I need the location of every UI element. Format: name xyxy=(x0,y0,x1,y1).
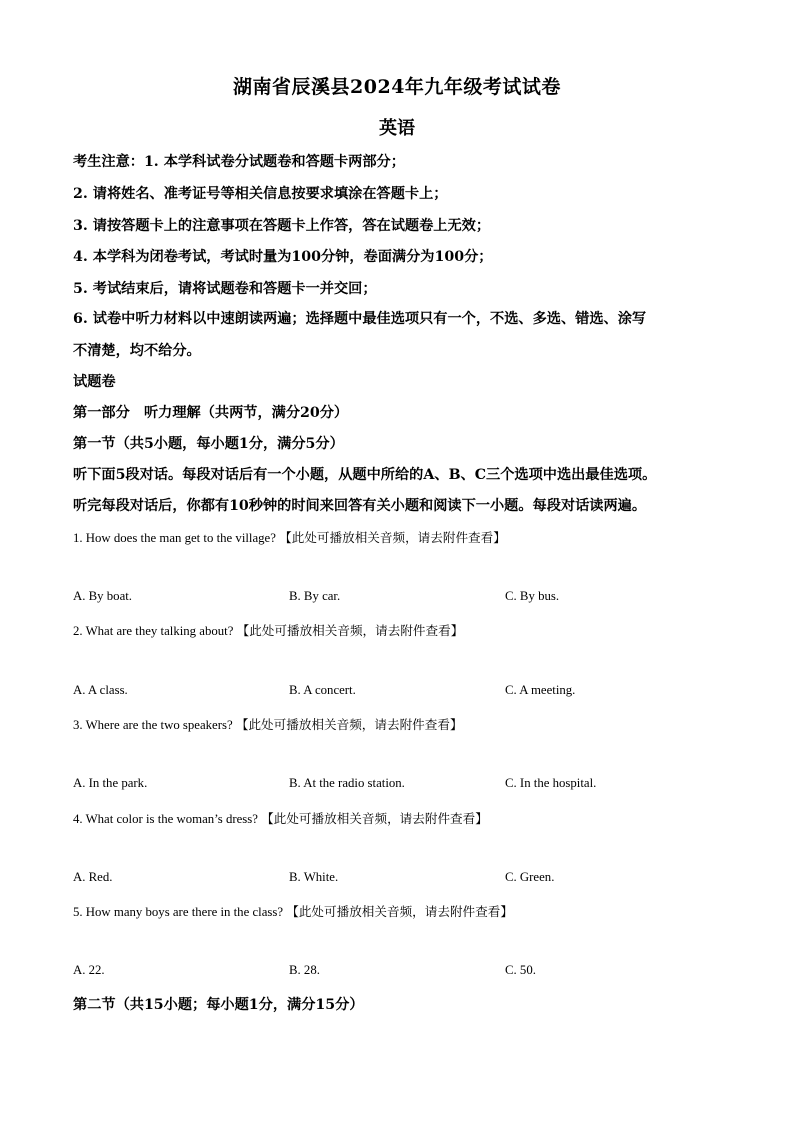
question-text: 1. How does the man get to the village? xyxy=(73,531,276,545)
option-a: A. By boat. xyxy=(73,589,133,603)
option-b: B. At the radio station. xyxy=(289,776,405,790)
audio-note-link[interactable]: 【此处可播放相关音频，请去附件查看】 xyxy=(261,811,488,826)
notice-line: 6. 试卷中听力材料以中速朗读两遍；选择题中最佳选项只有一个，不选、多选、错选、涂写 xyxy=(73,311,647,327)
question-text: 2. What are they talking about? xyxy=(73,624,234,638)
option-b: B. 28. xyxy=(289,963,320,977)
notice-line: 4. 本学科为闭卷考试，考试时量为100分钟，卷面满分为100分； xyxy=(73,249,493,265)
section2-heading: 第二节（共15小题；每小题1分，满分15分） xyxy=(73,997,364,1013)
option-a: A. A class. xyxy=(73,683,128,697)
audio-note-link[interactable]: 【此处可播放相关音频，请去附件查看】 xyxy=(236,623,464,638)
notice-line: 3. 请按答题卡上的注意事项在答题卡上作答，答在试题卷上无效； xyxy=(73,218,491,234)
exam-title: 湖南省辰溪县2024年九年级考试试卷 xyxy=(233,76,561,98)
option-c: C. A meeting. xyxy=(505,683,576,697)
section1-instruction: 听下面5段对话。每段对话后有一个小题，从题中所给的A、B、C三个选项中选出最佳选项。 xyxy=(73,467,657,483)
audio-note-link[interactable]: 【此处可播放相关音频，请去附件查看】 xyxy=(279,530,506,545)
question-1 xyxy=(73,527,506,546)
question-2 xyxy=(73,620,463,639)
option-c: C. In the hospital. xyxy=(505,776,597,790)
paper-label: 试题卷 xyxy=(73,374,116,390)
option-a: A. Red. xyxy=(73,870,113,884)
audio-note-link[interactable]: 【此处可播放相关音频，请去附件查看】 xyxy=(235,717,463,732)
option-b: B. A concert. xyxy=(289,683,356,697)
option-a: A. 22. xyxy=(73,963,105,977)
part1-heading: 第一部分 听力理解（共两节，满分20分） xyxy=(73,405,349,421)
question-5 xyxy=(73,901,513,920)
notice-line: 不清楚，均不给分。 xyxy=(73,343,201,359)
question-text: 3. Where are the two speakers? xyxy=(73,718,233,732)
section1-heading: 第一节（共5小题，每小题1分，满分5分） xyxy=(73,436,344,452)
question-text: 4. What color is the woman’s dress? xyxy=(73,812,258,826)
notice-line: 5. 考试结束后，请将试题卷和答题卡一并交回； xyxy=(73,281,377,297)
option-c: C. By bus. xyxy=(505,589,560,603)
question-4 xyxy=(73,808,488,827)
section1-instruction: 听完每段对话后，你都有10秒钟的时间来回答有关小题和阅读下一小题。每段对话读两遍。 xyxy=(73,498,647,514)
notice-line: 考生注意：1. 本学科试卷分试题卷和答题卡两部分； xyxy=(73,154,405,170)
audio-note-link[interactable]: 【此处可播放相关音频，请去附件查看】 xyxy=(286,904,513,919)
option-a: A. In the park. xyxy=(73,776,148,790)
option-b: B. By car. xyxy=(289,589,341,603)
notice-line: 2. 请将姓名、准考证号等相关信息按要求填涂在答题卡上； xyxy=(73,186,448,202)
subject-title: 英语 xyxy=(379,118,415,139)
question-3 xyxy=(73,714,463,733)
option-b: B. White. xyxy=(289,870,339,884)
question-text: 5. How many boys are there in the class? xyxy=(73,905,284,919)
option-c: C. 50. xyxy=(505,963,536,977)
option-c: C. Green. xyxy=(505,870,555,884)
